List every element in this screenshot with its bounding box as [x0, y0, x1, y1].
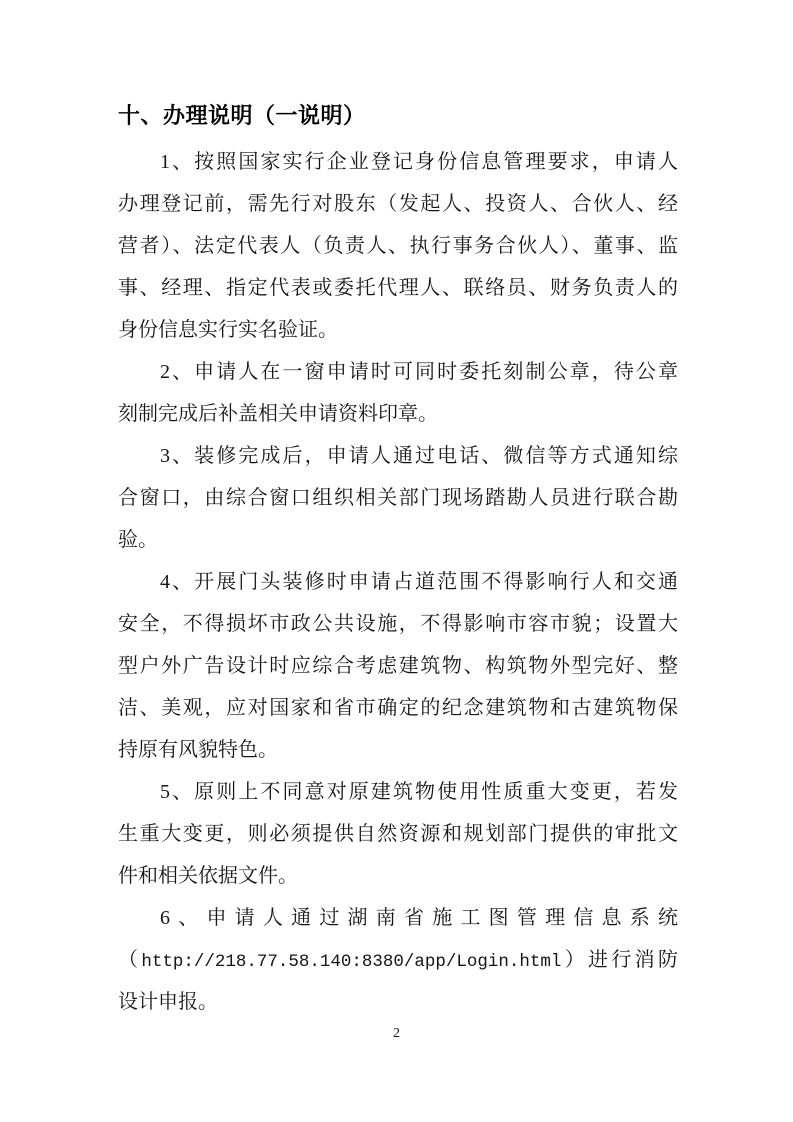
text-run: 身份信息实行实名验证。: [118, 319, 338, 341]
text-line: [118, 477, 678, 519]
text-run: 4、开展门头装修时申请占道范围不得影响行人和交通: [160, 571, 678, 593]
text-run: 持原有风貌特色。: [118, 739, 278, 761]
text-run: 3、装修完成后，申请人通过电话、微信等方式通知综: [160, 445, 678, 467]
text-line: [118, 141, 678, 183]
text-run: 件和相关依据文件。: [118, 865, 298, 887]
text-line: [118, 855, 678, 897]
text-line: [118, 183, 678, 225]
text-line: [118, 225, 678, 267]
text-line: [118, 687, 678, 729]
text-run: ）进行消防: [561, 949, 678, 971]
text-run: 5、原则上不同意对原建筑物使用性质重大变更，若发: [160, 781, 678, 803]
text-run: 生重大变更，则必须提供自然资源和规划部门提供的审批文: [118, 823, 678, 845]
text-run: 验。: [118, 529, 158, 551]
text-run: 6、申请人通过湖南省施工图管理信息系统: [160, 907, 678, 929]
text-line: [118, 561, 678, 603]
text-line: [118, 939, 678, 981]
text-line: [118, 435, 678, 477]
document-body: [118, 141, 678, 1023]
paragraph-2: [118, 351, 678, 435]
paragraph-4: [118, 561, 678, 771]
text-run: 营者）、法定代表人（负责人、执行事务合伙人）、董事、监: [118, 235, 678, 257]
text-run: 安全，不得损坏市政公共设施，不得影响市容市貌；设置大: [118, 613, 678, 635]
text-line: [118, 645, 678, 687]
text-run: 型户外广告设计时应综合考虑建筑物、构筑物外型完好、整: [118, 655, 678, 677]
text-run: 刻制完成后补盖相关申请资料印章。: [118, 403, 438, 425]
text-line: [118, 309, 678, 351]
text-run: 办理登记前，需先行对股东（发起人、投资人、合伙人、经: [118, 193, 678, 215]
paragraph-6: [118, 897, 678, 1023]
page-footer: [0, 1024, 793, 1042]
paragraph-3: [118, 435, 678, 561]
url-text: http://218.77.58.140:8380/app/Login.html: [141, 952, 562, 972]
text-line: [118, 519, 678, 561]
text-run: 设计申报。: [118, 991, 218, 1013]
text-line: [118, 729, 678, 771]
text-run: 合窗口，由综合窗口组织相关部门现场踏勘人员进行联合勘: [118, 487, 678, 509]
page-number: 2: [393, 1026, 400, 1041]
text-line: [118, 897, 678, 939]
text-run: 2、申请人在一窗申请时可同时委托刻制公章，待公章: [160, 361, 678, 383]
paragraph-1: [118, 141, 678, 351]
text-line: [118, 267, 678, 309]
text-run: 洁、美观，应对国家和省市确定的纪念建筑物和古建筑物保: [118, 697, 678, 719]
text-line: [118, 603, 678, 645]
text-line: [118, 813, 678, 855]
text-line: [118, 771, 678, 813]
section-title: 十、办理说明（一说明）: [118, 103, 366, 128]
page-content: [118, 94, 678, 1023]
text-run: （: [118, 949, 142, 971]
text-run: 事、经理、指定代表或委托代理人、联络员、财务负责人的: [118, 277, 678, 299]
text-line: [118, 393, 678, 435]
text-line: [118, 351, 678, 393]
paragraph-5: [118, 771, 678, 897]
text-run: 1、按照国家实行企业登记身份信息管理要求，申请人: [160, 151, 678, 173]
text-line: [118, 981, 678, 1023]
